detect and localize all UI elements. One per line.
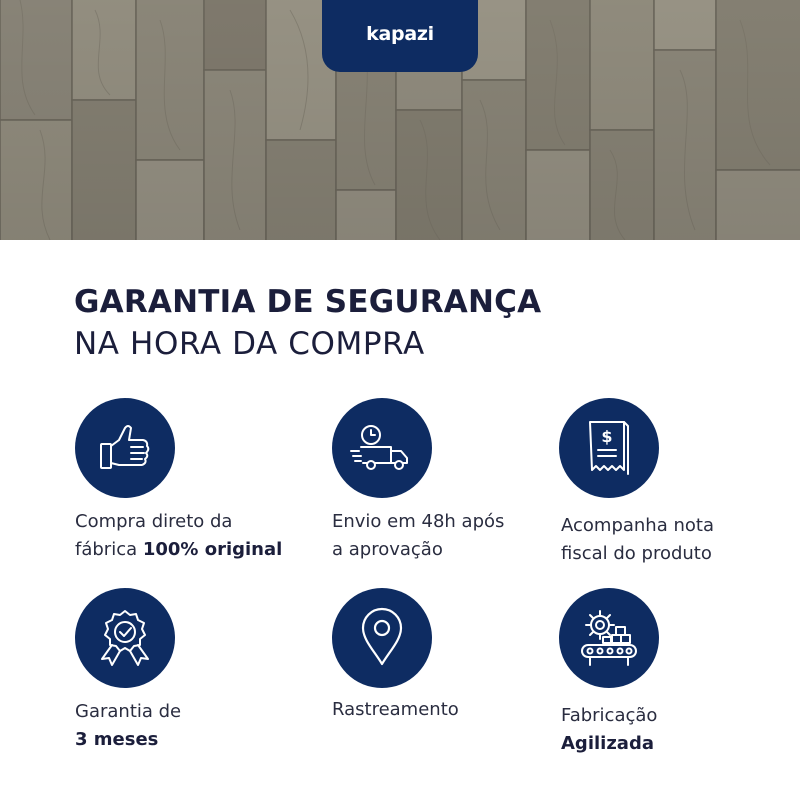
feature-caption: Acompanha nota fiscal do produto [561, 515, 714, 564]
feature-caption: Rastreamento [332, 699, 459, 720]
feature-icon-circle [559, 588, 659, 688]
feature-caption: Compra direto da fábrica 100% original [75, 511, 283, 560]
factory-gear-conveyor-icon [576, 607, 642, 669]
feature-icon-circle [75, 398, 175, 498]
feature-manufacturing [559, 588, 659, 754]
brand-logo-tab [322, 0, 478, 72]
warranty-badge-icon [92, 605, 158, 671]
receipt-icon [584, 418, 634, 478]
feature-icon-circle [559, 398, 659, 498]
feature-icon-circle [75, 588, 175, 688]
feature-icon-circle [332, 398, 432, 498]
feature-caption: Envio em 48h após a aprovação [332, 511, 505, 560]
feature-tracking [332, 588, 459, 720]
page-subtitle: NA HORA DA COMPRA [74, 326, 425, 362]
feature-icon-circle [332, 588, 432, 688]
delivery-truck-icon [349, 421, 415, 475]
feature-shipping [332, 398, 505, 560]
svg-text:$: $ [601, 427, 613, 446]
feature-warranty [75, 588, 182, 750]
thumbs-up-icon [95, 418, 155, 478]
feature-caption: Fabricação Agilizada [561, 705, 658, 754]
feature-invoice [559, 398, 714, 564]
feature-caption: Garantia de 3 meses [75, 701, 182, 750]
page-title: GARANTIA DE SEGURANÇA [74, 284, 542, 320]
location-pin-icon [357, 606, 407, 670]
feature-original [75, 398, 283, 560]
wood-floor-banner [0, 0, 800, 240]
brand-logo: kapazi [366, 23, 434, 45]
